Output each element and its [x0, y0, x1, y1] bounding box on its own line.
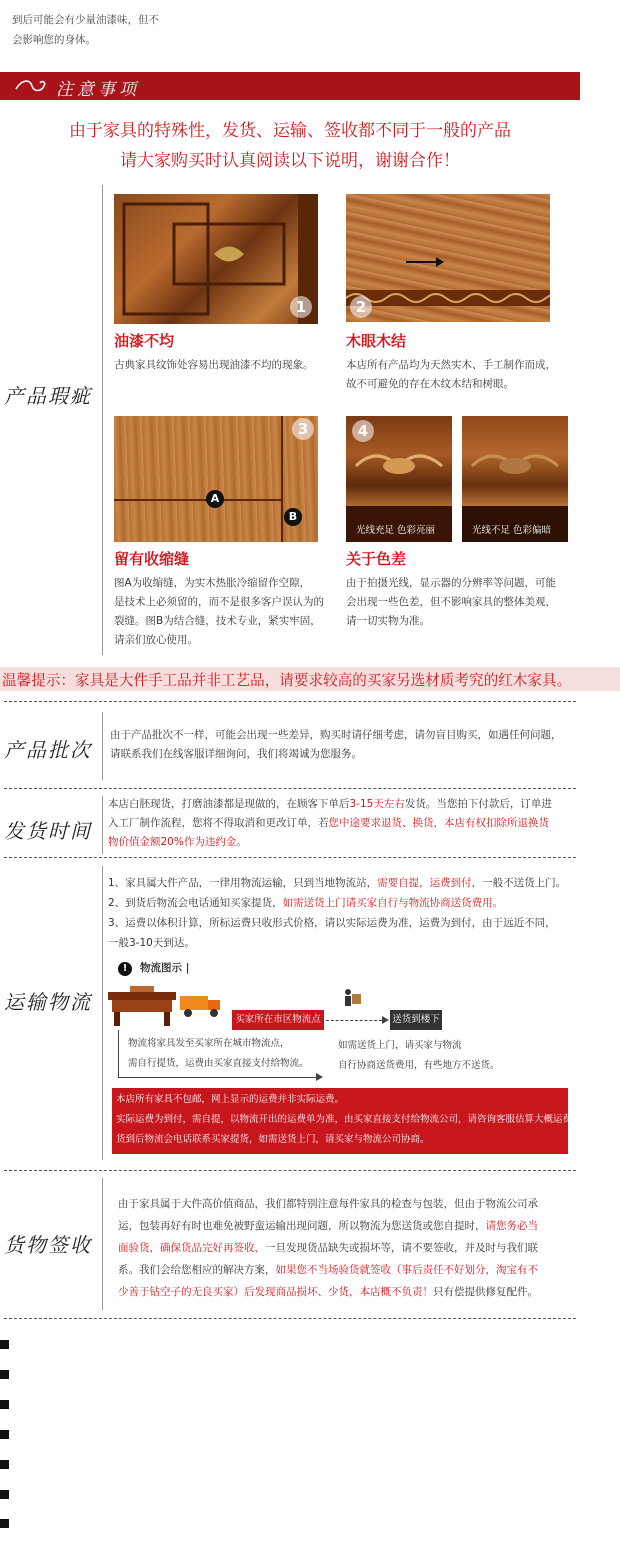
transport-highlight: 需要自提，运费到付， — [377, 877, 483, 889]
flow-line — [118, 1077, 318, 1078]
list-bullet — [0, 1430, 9, 1439]
list-bullet — [0, 1519, 9, 1528]
notice-line-2: 请大家购买时认真阅读以下说明，谢谢合作！ — [120, 151, 460, 171]
defect-description-line: 会出现一些色差，但不影响家具的整体美观， — [346, 596, 556, 608]
swirl-ornament-icon — [14, 77, 50, 99]
defect-description-line: 裂缝。图B为结合缝，技术专业，紧实牢固， — [114, 615, 321, 627]
section-divider — [102, 1178, 103, 1310]
receipt-highlight: 少善于钻空子的无良买家）后发现商品损坏、少货，本店概不负责！ — [118, 1286, 433, 1298]
section-separator — [4, 1170, 576, 1171]
flow-note-line: 自行协商送货费用，有些地方不送货。 — [338, 1060, 500, 1071]
shipping-highlight: 3-15天左右 — [349, 798, 405, 810]
delivery-person-icon — [340, 988, 362, 1012]
defect-description-line: 由于拍摄光线，显示器的分辨率等问题，可能 — [346, 577, 556, 589]
shipping-highlight: 物价值金额20%作为违约金。 — [108, 836, 247, 848]
transport-highlight: 如需送货上门请买家自行与物流协商送货费用。 — [282, 897, 504, 909]
tip-text: 温馨提示：家具是大件手工品并非工艺品，请要求较高的买家另选材质考究的红木家具。 — [2, 672, 572, 689]
section-label-shipping-time: 发货时间 — [4, 819, 92, 843]
receipt-highlight: 如果您不当场验货就签收（事后责任不好划分，淘宝有不 — [275, 1264, 538, 1276]
flow-note-line: 需自行提货，运费由买家直接支付给物流。 — [128, 1058, 309, 1069]
receipt-line: 一旦发现货品缺失或损坏等，请不要签收，并及时与我们联 — [265, 1242, 538, 1254]
section-label-defects: 产品瑕疵 — [4, 384, 92, 408]
flow-line — [118, 1030, 119, 1078]
top-note-line: 到后可能会有少量油漆味，但不 — [12, 14, 159, 26]
alert-icon: ! — [118, 962, 132, 976]
section-separator — [4, 701, 576, 702]
flow-arrowhead — [316, 1073, 323, 1081]
defect-number-badge: 2 — [350, 296, 372, 318]
bright-color-photo — [346, 416, 452, 542]
freight-notice-box — [112, 1088, 582, 1154]
diagram-title: 物流图示 | — [140, 962, 190, 974]
shrink-gap-photo — [114, 416, 318, 542]
defect-description-line: 是技术上必须留的，而不是很多客户误认为的 — [114, 596, 324, 608]
flow-arrow — [326, 1020, 382, 1021]
list-bullet — [0, 1370, 9, 1379]
marker-a: A — [206, 490, 224, 508]
defect-number-badge: 3 — [292, 418, 314, 440]
step-door-delivery: 送货到楼下 — [390, 1010, 442, 1030]
defect-title: 留有收缩缝 — [114, 550, 190, 568]
freight-notice-line: 货到后物流会电话联系买家提货，如需送货上门，请买家与物流公司协商。 — [116, 1134, 430, 1145]
list-bullet — [0, 1460, 9, 1469]
flow-note-left — [128, 1034, 309, 1074]
marker-b: B — [284, 508, 302, 526]
defect-description — [114, 356, 334, 375]
flow-note-line: 如需送货上门，请买家与物流 — [338, 1040, 462, 1051]
flow-arrowhead — [382, 1016, 389, 1024]
batch-line: 由于产品批次不一样，可能会出现一些差异，购买时请仔细考虑，请勿盲目购买，如遇任何问题， — [110, 729, 562, 741]
transport-text-line: 3、运费以体积计算，所标运费只收形式价格，请以实际运费为准，运费为到付，由于远近不同， — [108, 917, 556, 929]
defect-description-line: 图A为收缩缝，为实木热胀冷缩留作空隙， — [114, 577, 311, 589]
transport-text-line: 一般不送货上门。 — [482, 877, 567, 889]
receipt-line: 由于家具属于大件高价值商品，我们都特别注意每件家具的检查与包装，但由于物流公司承 — [118, 1198, 538, 1210]
notice-line-1: 由于家具的特殊性，发货、运输、签收都不同于一般的产品 — [69, 121, 511, 141]
freight-notice-line: 本店所有家具不包邮，网上显示的运费并非实际运费。 — [116, 1094, 345, 1105]
shipping-text: 本店白胚现货，打磨油漆都是现做的，在顾客下单后 — [108, 798, 350, 810]
transport-text-line: 2、到货后物流会电话通知买家提货， — [108, 897, 283, 909]
defect-description-line: 古典家具纹饰处容易出现油漆不均的现象。 — [114, 359, 314, 371]
receipt-line: 系。我们会给您相应的解决方案， — [118, 1264, 276, 1276]
receipt-text — [118, 1193, 574, 1303]
photo-caption: 光线不足 色彩偏暗 — [472, 525, 552, 536]
list-bullet — [0, 1340, 9, 1349]
section-divider — [102, 866, 103, 1160]
section-separator — [4, 857, 576, 858]
receipt-highlight: 面验货，确保货品完好再签收， — [118, 1242, 265, 1254]
furniture-icon — [106, 986, 178, 1026]
section-divider — [102, 796, 103, 854]
step-city-depot: 买家所在市区物流点 — [232, 1010, 324, 1030]
defect-title: 关于色差 — [346, 550, 407, 568]
shipping-highlight: 您中途要求退货、换货，本店有权扣除所退换货 — [328, 817, 549, 829]
defect-description — [114, 574, 346, 650]
section-label-transport: 运输物流 — [4, 990, 92, 1014]
banner-title: 注意事项 — [56, 80, 140, 100]
batch-text — [110, 726, 580, 764]
dim-color-photo — [462, 416, 568, 542]
receipt-highlight: 请您务必当 — [485, 1220, 538, 1232]
shipping-text: 入工厂制作流程，您将不得取消和更改订单，若 — [108, 817, 329, 829]
transport-text-line: 1、家具属大件产品，一律用物流运输，只到当地物流站， — [108, 877, 378, 889]
list-bullet — [0, 1400, 9, 1409]
shipping-time-text — [108, 795, 578, 852]
truck-icon — [180, 992, 224, 1018]
defect-description-line: 故不可避免的存在木纹木结和树眼。 — [346, 378, 514, 390]
photo-caption: 光线充足 色彩亮丽 — [356, 525, 436, 536]
transport-text — [108, 873, 578, 953]
wood-knot-photo — [346, 194, 550, 322]
section-label-receipt: 货物签收 — [4, 1233, 92, 1257]
section-separator — [4, 1318, 576, 1319]
flow-note-right — [338, 1036, 500, 1076]
defect-description-line: 请亲们放心使用。 — [114, 634, 198, 646]
defect-number-badge: 1 — [290, 296, 312, 318]
transport-text-line: 一般3-10天到达。 — [108, 937, 195, 949]
defect-description-line: 本店所有产品均为天然实木、手工制作而成， — [346, 359, 556, 371]
receipt-line: 运，包装再好有时也难免被野蛮运输出现问题，所以物流为您送货或您自提时， — [118, 1220, 486, 1232]
flow-note-line: 物流将家具发至买家所在城市物流点， — [128, 1038, 290, 1049]
receipt-line: 只有偿提供修复配件。 — [433, 1286, 538, 1298]
section-divider — [102, 712, 103, 780]
defect-title: 木眼木结 — [346, 332, 407, 350]
notice-banner — [0, 72, 580, 100]
section-divider — [102, 185, 103, 655]
defect-title: 油漆不均 — [114, 332, 175, 350]
section-label-batch: 产品批次 — [4, 738, 92, 762]
list-bullet — [0, 1490, 9, 1499]
shipping-text: 发货。当您拍下付款后，订单进 — [404, 798, 552, 810]
batch-line: 请联系我们在线客服详细询问，我们将竭诚为您服务。 — [110, 748, 362, 760]
freight-notice-line: 实际运费为到付，需自提，以物流开出的运费单为准，由买家直接支付给物流公司，请咨询客服估算大概运费。 — [116, 1114, 582, 1125]
defect-description — [346, 574, 578, 631]
top-note-line: 会影响您的身体。 — [12, 34, 96, 46]
uneven-paint-photo — [114, 194, 318, 324]
defect-description — [346, 356, 576, 394]
section-separator — [4, 788, 576, 789]
defect-number-badge: 4 — [352, 420, 374, 442]
top-note — [12, 10, 182, 50]
defect-description-line: 请一切实物为准。 — [346, 615, 430, 627]
